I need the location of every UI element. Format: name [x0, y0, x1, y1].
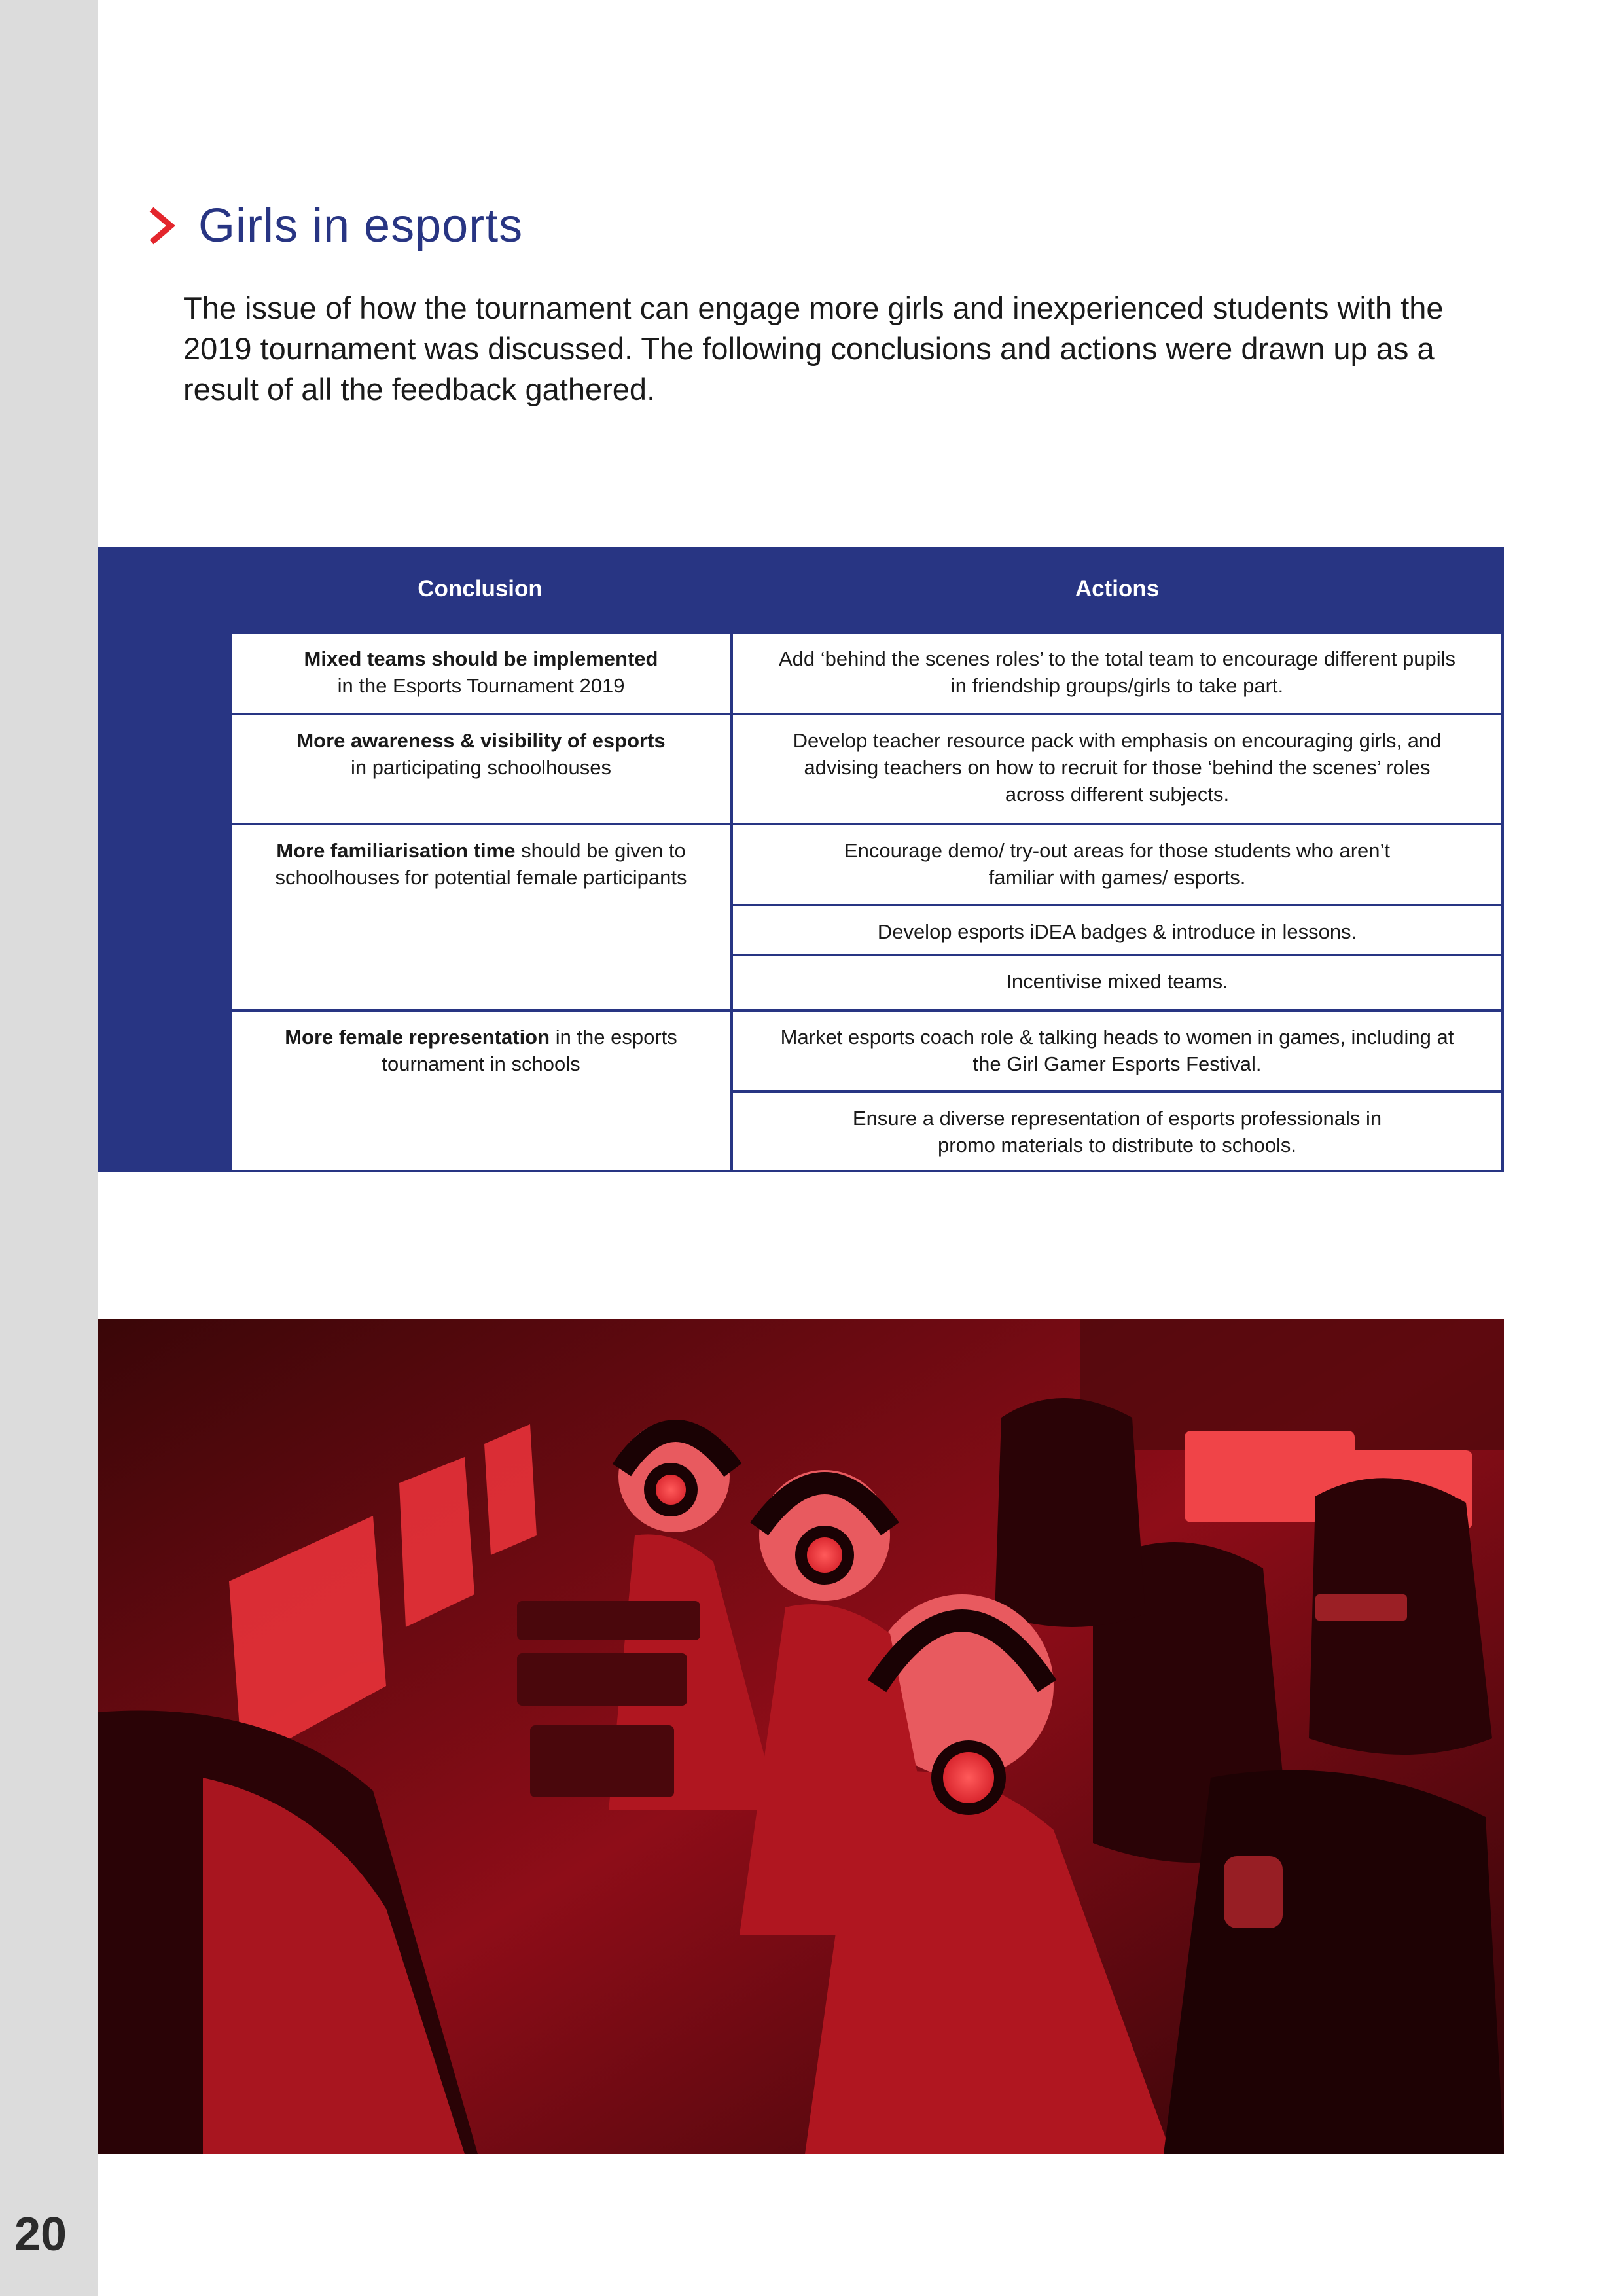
action-cell [733, 906, 1501, 954]
action-text: Encourage demo/ try-out areas for those students who aren’t familiar with games/ esports. [844, 839, 1391, 889]
action-cell [733, 634, 1501, 713]
conclusion-rest: in participating schoolhouses [350, 756, 612, 779]
action-cell [733, 1012, 1501, 1090]
section-heading [147, 196, 523, 255]
action-text: Market esports coach role & talking heads to women in games, including at the Girl Gamer Esports Festival. [780, 1026, 1454, 1075]
conclusion-cell [232, 825, 730, 1009]
conclusion-bold: More awareness & visibility of esports [296, 729, 666, 752]
column-header-actions: Actions [1075, 576, 1160, 601]
conclusion-rest: should be given to schoolhouses for potential female participants [275, 839, 687, 889]
action-text: Add ‘behind the scenes roles’ to the total team to encourage different pupils in friendship groups/girls to take part. [778, 647, 1455, 697]
intro-paragraph: The issue of how the tournament can engage more girls and inexperienced students with the 2019 tournament was discussed. The following conclusions and actions were drawn up as a result of all the feedback gathered. [183, 291, 1444, 406]
action-cell [733, 715, 1501, 823]
conclusion-rest: in the esports tournament in schools [382, 1026, 677, 1075]
conclusion-text [272, 1024, 690, 1077]
side-margin-strip [0, 0, 98, 2296]
conclusion-cell [232, 1012, 730, 1170]
action-cell [733, 956, 1501, 1009]
action-text: Develop teacher resource pack with emphasis on encouraging girls, and advising teachers on how to recruit for those ‘behind the scenes’ roles across different subjects. [793, 729, 1442, 806]
action-cell [733, 1093, 1501, 1170]
action-text: Develop esports iDEA badges & introduce in lessons. [877, 920, 1357, 943]
conclusion-rest: in the Esports Tournament 2019 [337, 674, 625, 697]
page-number: 20 [14, 2208, 67, 2261]
conclusion-text [248, 837, 714, 891]
column-header-conclusion: Conclusion [418, 576, 543, 601]
conclusion-cell [232, 715, 730, 823]
conclusions-actions-table [98, 547, 1504, 1172]
action-text: Incentivise mixed teams. [1006, 970, 1228, 993]
action-cell [733, 825, 1501, 904]
action-text: Ensure a diverse representation of esports professionals in promo materials to distribute to schools. [852, 1107, 1382, 1157]
section-title: Girls in esports [198, 200, 524, 252]
conclusion-cell [232, 634, 730, 713]
conclusion-bold: More female representation [285, 1026, 550, 1049]
conclusion-bold: More familiarisation time [276, 839, 516, 862]
conclusion-bold: Mixed teams should be implemented [304, 647, 658, 670]
chevron-right-icon [147, 206, 180, 245]
students-gaming-photo [98, 1319, 1504, 2154]
